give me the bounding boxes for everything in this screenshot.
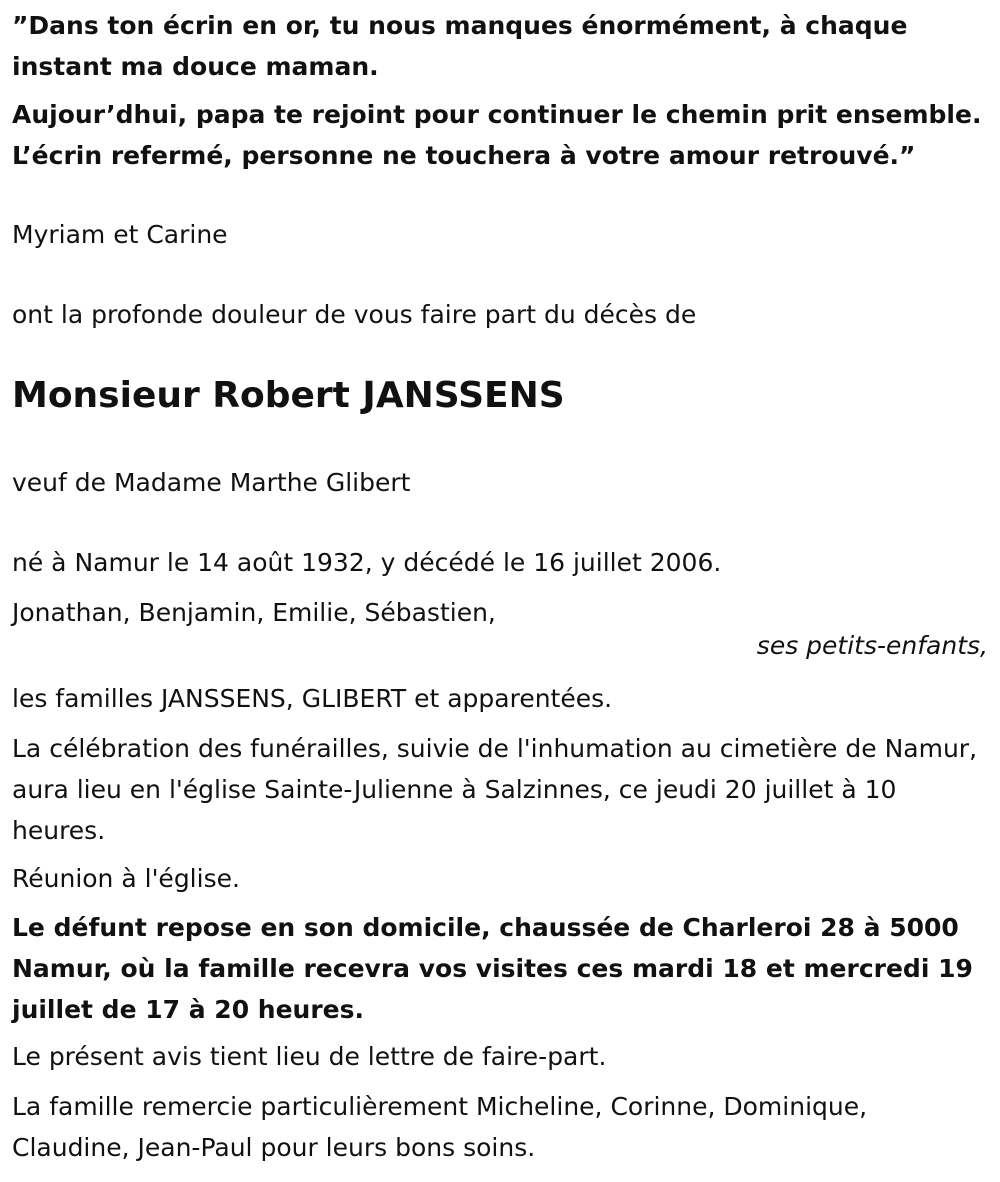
quote-paragraph-1: ”Dans ton écrin en or, tu nous manques énormément, à chaque instant ma douce maman. bbox=[12, 11, 908, 81]
grandchildren-role: ses petits-enfants, bbox=[756, 631, 988, 660]
meeting-place: Réunion à l'église. bbox=[12, 864, 240, 893]
announcers: Myriam et Carine bbox=[12, 220, 228, 249]
families: les familles JANSSENS, GLIBERT et apparentées. bbox=[12, 684, 613, 713]
deceased-name: Monsieur Robert JANSSENS bbox=[12, 375, 565, 416]
grandchildren-names: Jonathan, Benjamin, Emilie, Sébastien, bbox=[12, 598, 496, 627]
widower-of: veuf de Madame Marthe Glibert bbox=[12, 468, 411, 497]
thanks-text: La famille remercie particulièrement Micheline, Corinne, Dominique, Claudine, Jean-Paul pour leurs bons soins. bbox=[12, 1092, 868, 1162]
notice-text: Le présent avis tient lieu de lettre de faire-part. bbox=[12, 1042, 607, 1071]
ceremony-details: La célébration des funérailles, suivie de l'inhumation au cimetière de Namur, aura lieu en l'église Sainte-Julienne à Salzinnes, ce jeudi 20 juillet à 10 heures. bbox=[12, 734, 978, 845]
quote-paragraph-2: Aujour’dhui, papa te rejoint pour continuer le chemin prit ensemble. L’écrin refermé, personne ne touchera à votre amour retrouvé.” bbox=[12, 100, 982, 170]
visitation-details: Le défunt repose en son domicile, chaussée de Charleroi 28 à 5000 Namur, où la famille recevra vos visites ces mardi 18 et mercredi 19 juillet de 17 à 20 heures. bbox=[12, 913, 973, 1024]
announcement-text: ont la profonde douleur de vous faire part du décès de bbox=[12, 300, 697, 329]
birth-death-dates: né à Namur le 14 août 1932, y décédé le 16 juillet 2006. bbox=[12, 548, 722, 577]
